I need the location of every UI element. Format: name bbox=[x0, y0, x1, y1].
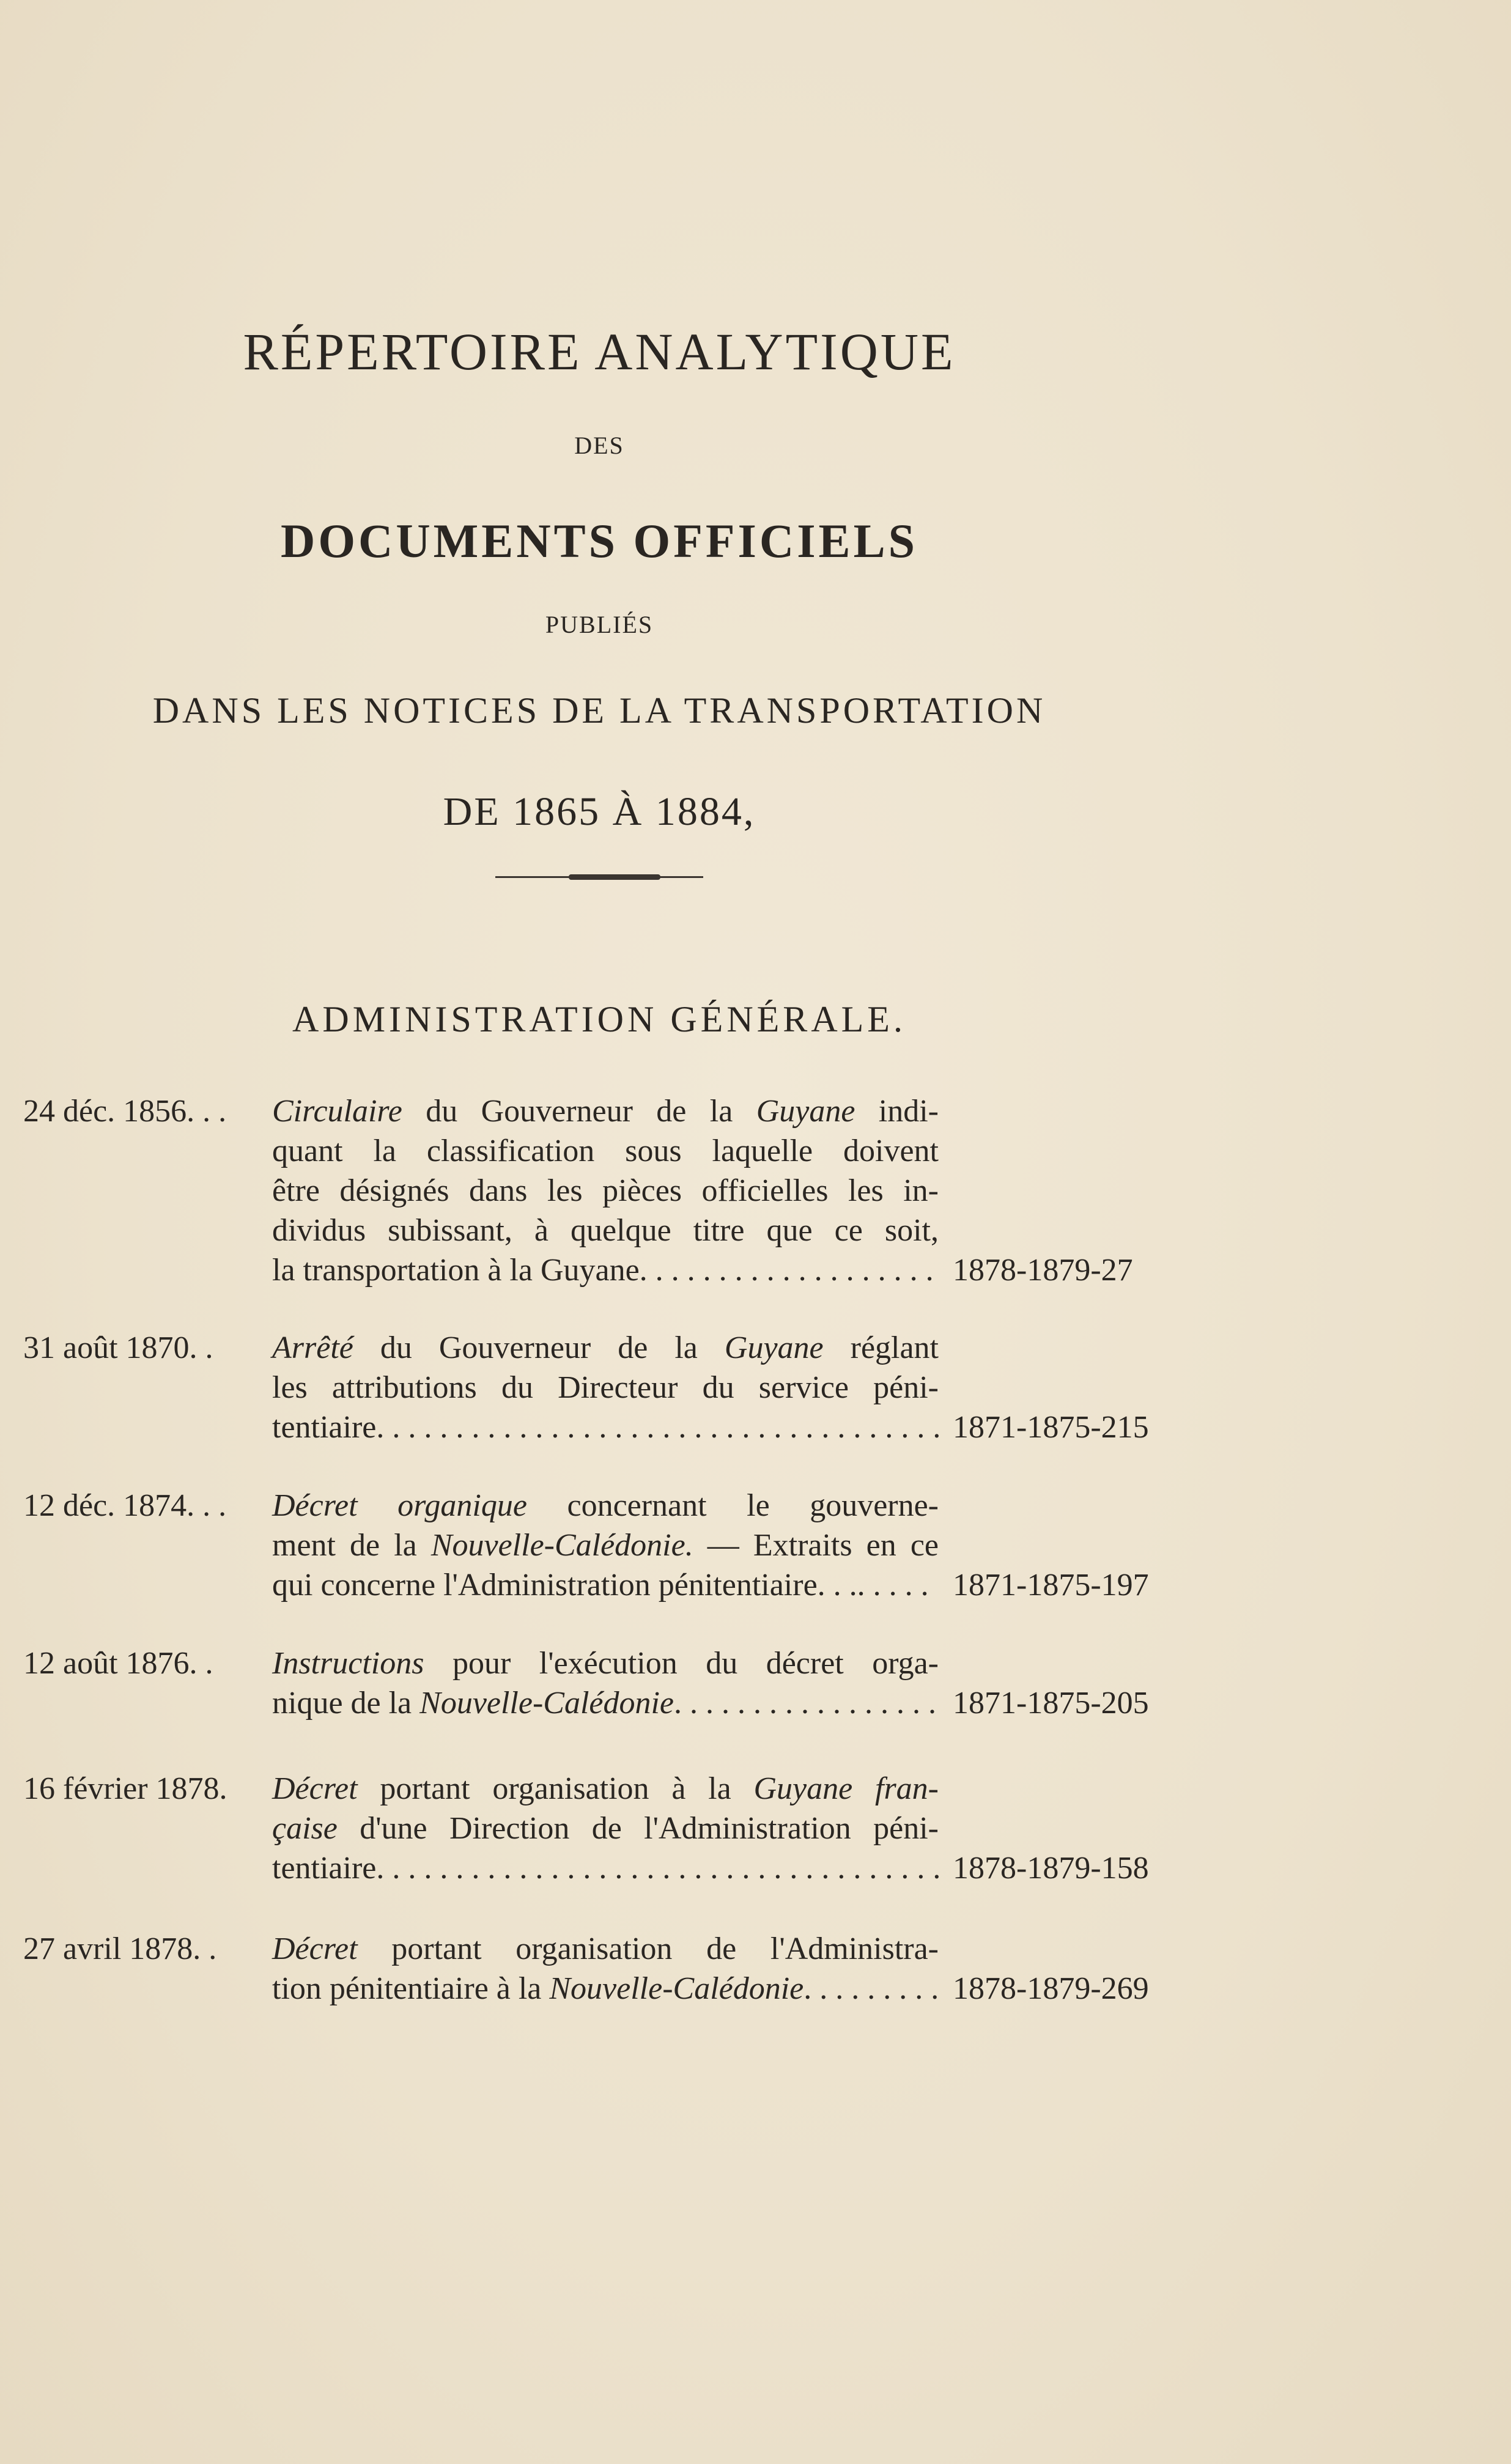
dot-leader bbox=[640, 1250, 939, 1290]
entry-line bbox=[272, 1683, 939, 1723]
entry-line-text: tion pénitentiaire à la Nouvelle-Calédonie bbox=[272, 1971, 804, 2006]
entry-line bbox=[272, 1328, 939, 1368]
dot-leader bbox=[376, 1407, 939, 1447]
entry-date: 16 février 1878. bbox=[23, 1771, 227, 1806]
title-notices: DANS LES NOTICES DE LA TRANSPORTATION bbox=[152, 690, 1046, 731]
entry-line bbox=[272, 1131, 939, 1171]
entry-description bbox=[272, 1486, 939, 1605]
entry-description bbox=[272, 1769, 939, 1888]
entry-line bbox=[272, 1809, 939, 1848]
dot-leader bbox=[804, 1969, 939, 2008]
entry-line bbox=[272, 1969, 939, 2008]
title-documents-officiels: DOCUMENTS OFFICIELS bbox=[281, 514, 918, 567]
entry-line bbox=[272, 1565, 939, 1605]
entry-line-text: nique de la Nouvelle-Calédonie bbox=[272, 1686, 674, 1721]
entry-line bbox=[272, 1250, 939, 1290]
entry-line bbox=[272, 1368, 939, 1407]
entry-date: 12 déc. 1874. . . bbox=[23, 1488, 227, 1523]
entry-line-text: Décret organique concernant le gouverne- bbox=[272, 1488, 939, 1523]
entry-line-text: la transportation à la Guyane bbox=[272, 1253, 640, 1288]
entry-reference: 1878-1879-27 bbox=[953, 1253, 1133, 1288]
entry-line-text: Instructions pour l'exécution du décret orga- bbox=[272, 1646, 939, 1681]
entry-line-text: tentiaire bbox=[272, 1851, 377, 1886]
entry-date: 31 août 1870. . bbox=[23, 1330, 213, 1365]
entry-line bbox=[272, 1407, 939, 1447]
entry-line-text: être désignés dans les pièces officielles les in- bbox=[272, 1173, 939, 1208]
entry-line bbox=[272, 1848, 939, 1888]
dot-leader bbox=[674, 1683, 939, 1723]
entry-line bbox=[272, 1091, 939, 1131]
entry-line bbox=[272, 1769, 939, 1809]
entry-line-text: Arrêté du Gouverneur de la Guyane réglant bbox=[272, 1330, 939, 1365]
entry-line-text: ment de la Nouvelle-Calédonie. — Extraits en ce bbox=[272, 1528, 939, 1563]
entry-line-text: quant la classification sous laquelle doivent bbox=[272, 1134, 939, 1168]
entry-line-text: çaise d'une Direction de l'Administration péni- bbox=[272, 1811, 939, 1846]
entry-description bbox=[272, 1643, 939, 1723]
entry-reference: 1871-1875-197 bbox=[953, 1568, 1149, 1603]
entry-date: 27 avril 1878. . bbox=[23, 1931, 217, 1966]
entry-reference: 1878-1879-269 bbox=[953, 1971, 1149, 2006]
entry-reference: 1871-1875-205 bbox=[953, 1686, 1149, 1721]
title-date-range: DE 1865 À 1884, bbox=[443, 789, 756, 834]
entry-line bbox=[272, 1211, 939, 1250]
title-des: DES bbox=[574, 432, 624, 459]
entry-reference: 1871-1875-215 bbox=[953, 1410, 1149, 1445]
entry-date: 12 août 1876. . bbox=[23, 1646, 213, 1681]
dot-leader bbox=[857, 1565, 939, 1605]
entry-line-text: les attributions du Directeur du service péni- bbox=[272, 1370, 939, 1405]
section-title: ADMINISTRATION GÉNÉRALE. bbox=[292, 999, 906, 1039]
entry-reference: 1878-1879-158 bbox=[953, 1851, 1149, 1886]
entry-line bbox=[272, 1486, 939, 1525]
entry-line-text: Circulaire du Gouverneur de la Guyane indi- bbox=[272, 1094, 939, 1129]
title-repertoire: RÉPERTOIRE ANALYTIQUE bbox=[243, 322, 956, 381]
entry-line bbox=[272, 1643, 939, 1683]
entry-line bbox=[272, 1929, 939, 1969]
entry-line bbox=[272, 1525, 939, 1565]
entry-line-text: Décret portant organisation à la Guyane fran- bbox=[272, 1771, 939, 1806]
entry-line bbox=[272, 1171, 939, 1211]
entry-date: 24 déc. 1856. . . bbox=[23, 1094, 227, 1129]
entry-line-text: qui concerne l'Administration pénitentiaire. . . bbox=[272, 1568, 857, 1603]
entry-description bbox=[272, 1929, 939, 2008]
entry-description bbox=[272, 1328, 939, 1447]
title-publies: PUBLIÉS bbox=[545, 611, 654, 638]
entry-line-text: dividus subissant, à quelque titre que ce soit, bbox=[272, 1213, 939, 1248]
entry-line-text: tentiaire bbox=[272, 1410, 377, 1445]
entry-line-text: Décret portant organisation de l'Administra- bbox=[272, 1931, 939, 1966]
dot-leader bbox=[376, 1848, 939, 1888]
entry-description bbox=[272, 1091, 939, 1290]
divider-rule-center bbox=[569, 874, 660, 880]
